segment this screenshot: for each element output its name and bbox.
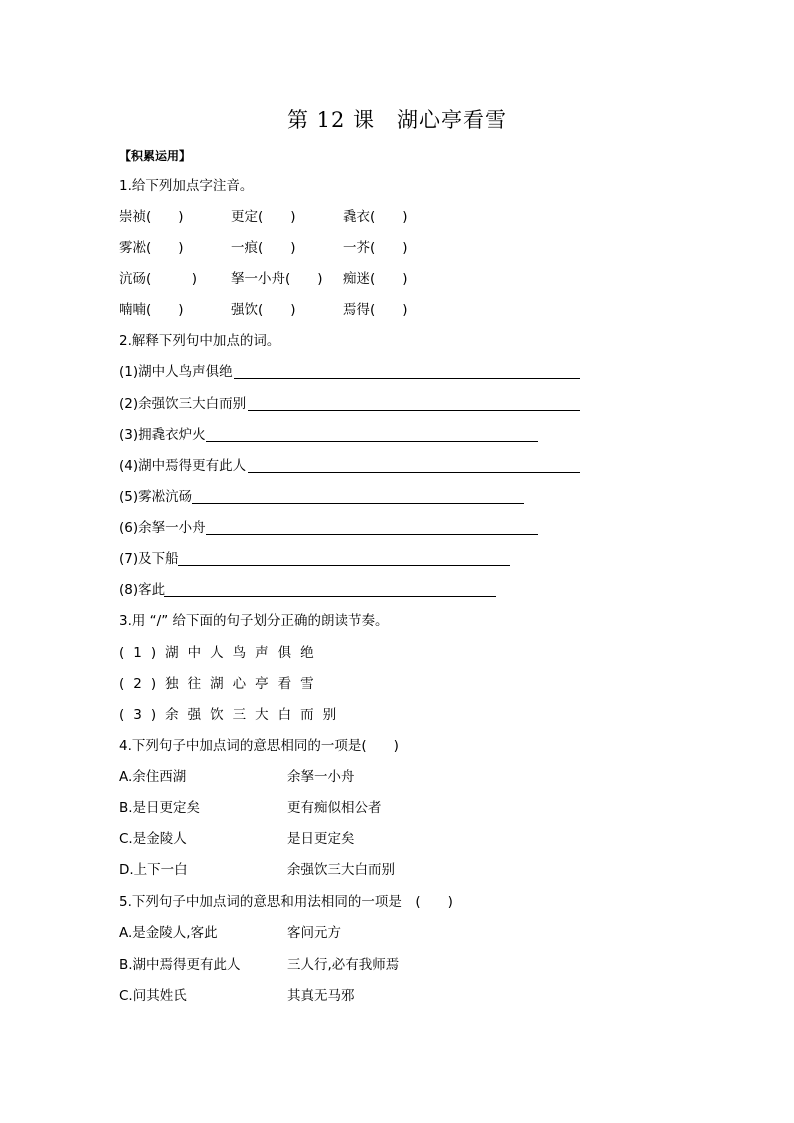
- q4-option-b[interactable]: B.是日更定矣: [119, 800, 201, 816]
- pinyin-blank[interactable]: 沆砀( ): [119, 271, 198, 287]
- q2-item: (5)雾凇沆砀: [119, 489, 193, 505]
- pinyin-blank[interactable]: 焉得( ): [343, 302, 408, 318]
- answer-line[interactable]: [164, 596, 496, 597]
- q2-item: (4)湖中焉得更有此人: [119, 458, 247, 474]
- pinyin-blank[interactable]: 喃喃( ): [119, 302, 184, 318]
- q3-item[interactable]: (1)湖中人鸟声俱绝: [119, 645, 323, 661]
- q2-item: (8)客此: [119, 582, 166, 598]
- answer-line[interactable]: [206, 534, 538, 535]
- pinyin-blank[interactable]: 强饮( ): [231, 302, 296, 318]
- pinyin-blank[interactable]: 拏一小舟( ): [231, 271, 323, 287]
- q1-prompt: 1.给下列加点字注音。: [119, 178, 254, 194]
- q4-prompt: 4.下列句子中加点词的意思相同的一项是( ): [119, 738, 399, 754]
- q2-item: (6)余拏一小舟: [119, 520, 206, 536]
- q5-option-b-compare: 三人行,必有我师焉: [287, 957, 400, 973]
- q3-item[interactable]: (2)独往湖心亭看雪: [119, 676, 323, 692]
- answer-line[interactable]: [248, 472, 580, 473]
- pinyin-blank[interactable]: 一痕( ): [231, 240, 296, 256]
- pinyin-blank[interactable]: 痴迷( ): [343, 271, 408, 287]
- q5-option-a-compare: 客问元方: [287, 925, 341, 941]
- pinyin-blank[interactable]: 一芥( ): [343, 240, 408, 256]
- pinyin-blank[interactable]: 更定( ): [231, 209, 296, 225]
- q4-option-c[interactable]: C.是金陵人: [119, 831, 187, 847]
- q4-option-a-compare: 余拏一小舟: [287, 769, 355, 785]
- q5-prompt: 5.下列句子中加点词的意思和用法相同的一项是 ( ): [119, 894, 453, 910]
- pinyin-blank[interactable]: 崇祯( ): [119, 209, 184, 225]
- q3-prompt: 3.用 “/” 给下面的句子划分正确的朗读节奏。: [119, 613, 389, 629]
- q4-option-a[interactable]: A.余住西湖: [119, 769, 187, 785]
- q5-option-c[interactable]: C.问其姓氏: [119, 988, 187, 1004]
- q2-item: (2)余强饮三大白而别: [119, 396, 247, 412]
- q5-option-b[interactable]: B.湖中焉得更有此人: [119, 957, 241, 973]
- q4-option-d[interactable]: D.上下一白: [119, 862, 188, 878]
- q5-option-c-compare: 其真无马邪: [287, 988, 355, 1004]
- pinyin-blank[interactable]: 毳衣( ): [343, 209, 408, 225]
- answer-line[interactable]: [206, 441, 538, 442]
- section-heading: 【积累运用】: [119, 149, 192, 163]
- q2-item: (1)湖中人鸟声俱绝: [119, 364, 233, 380]
- q2-item: (7)及下船: [119, 551, 179, 567]
- q5-option-a[interactable]: A.是金陵人,客此: [119, 925, 218, 941]
- answer-line[interactable]: [248, 410, 580, 411]
- answer-line[interactable]: [192, 503, 524, 504]
- page-title: 第 12 课 湖心亭看雪: [286, 108, 508, 132]
- answer-line[interactable]: [178, 565, 510, 566]
- q4-option-b-compare: 更有痴似相公者: [287, 800, 382, 816]
- q2-prompt: 2.解释下列句中加点的词。: [119, 333, 281, 349]
- q3-item[interactable]: (3)余强饮三大白而别: [119, 707, 346, 723]
- pinyin-blank[interactable]: 雾凇( ): [119, 240, 184, 256]
- q2-item: (3)拥毳衣炉火: [119, 427, 206, 443]
- q4-option-d-compare: 余强饮三大白而别: [287, 862, 395, 878]
- answer-line[interactable]: [234, 378, 580, 379]
- q4-option-c-compare: 是日更定矣: [287, 831, 355, 847]
